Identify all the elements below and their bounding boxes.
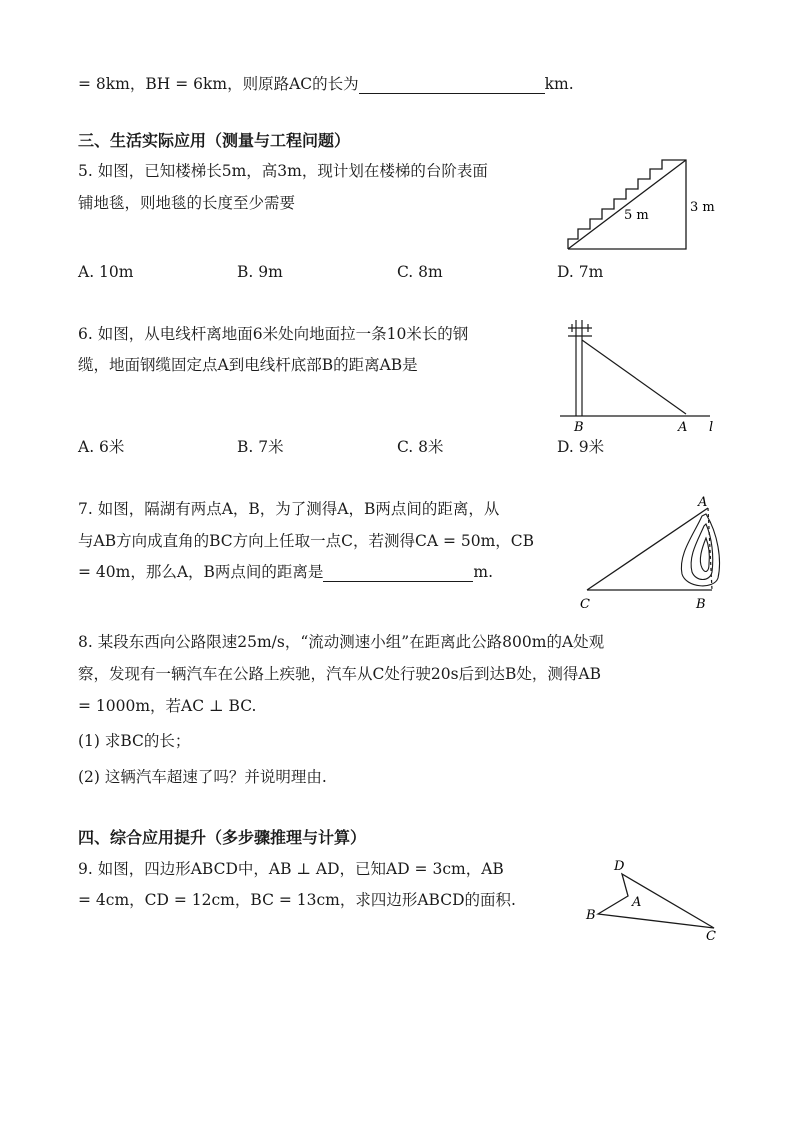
question-7-line-2: 与AB方向成直角的BC方向上任取一点C，若测得CA = 50m，CB <box>78 532 535 550</box>
question-6-line-1: 6. 如图，从电线杆离地面6米处向地面拉一条10米长的钢 <box>78 325 469 343</box>
question-5-line-2: 铺地毯，则地毯的长度至少需要 <box>78 194 296 212</box>
point-c-label: C <box>580 597 590 612</box>
answer-blank[interactable] <box>323 565 473 582</box>
stairs-figure <box>560 155 730 255</box>
point-a-label: A <box>678 420 688 435</box>
prev-question-text: = 8km，BH = 6km，则原路AC的长为 <box>78 75 359 93</box>
option-d[interactable]: D. 7m <box>557 263 604 281</box>
question-8-line-3: = 1000m，若AC ⊥ BC. <box>78 697 257 715</box>
question-8-line-2: 察，发现有一辆汽车在公路上疾驰，汽车从C处行驶20s后到达B处，测得AB <box>78 665 602 683</box>
option-b[interactable]: B. 9m <box>237 263 283 281</box>
section-title: 三、生活实际应用（测量与工程问题） <box>78 131 351 150</box>
answer-blank[interactable] <box>359 77 545 94</box>
quadrilateral-figure <box>584 854 724 946</box>
section-title: 四、综合应用提升（多步骤推理与计算） <box>78 828 367 847</box>
option-a[interactable]: A. 6米 <box>78 438 125 456</box>
question-8-sub-2: (2) 这辆汽车超速了吗？并说明理由. <box>78 768 327 786</box>
question-6-line-2: 缆，地面钢缆固定点A到电线杆底部B的距离AB是 <box>78 356 418 374</box>
unit-text: m. <box>473 563 494 581</box>
lake-contour-outer <box>681 514 719 586</box>
lake-contour-inner <box>700 538 709 571</box>
question-9-line-2: = 4cm，CD = 12cm，BC = 13cm，求四边形ABCD的面积. <box>78 891 516 909</box>
height-label: 3 m <box>690 200 715 215</box>
quadrilateral-abcd <box>598 874 714 928</box>
point-c-label: C <box>706 929 716 944</box>
point-b-label: B <box>696 597 706 612</box>
question-7-line-3-text: = 40m，那么A，B两点间的距离是 <box>78 563 324 581</box>
point-d-label: D <box>614 859 625 874</box>
lake-figure <box>578 494 728 614</box>
question-9-line-1: 9. 如图，四边形ABCD中，AB ⊥ AD，已知AD = 3cm，AB <box>78 860 504 878</box>
question-5-line-1: 5. 如图，已知楼梯长5m，高3m，现计划在楼梯的台阶表面 <box>78 162 488 180</box>
stairs-hypotenuse <box>568 160 686 249</box>
option-b[interactable]: B. 7米 <box>237 438 284 456</box>
question-8-line-1: 8. 某段东西向公路限速25m/s，“流动测速小组”在距离此公路800m的A处观 <box>78 633 605 651</box>
question-7-line-1: 7. 如图，隔湖有两点A，B，为了测得A，B两点间的距离，从 <box>78 500 500 518</box>
option-d[interactable]: D. 9米 <box>557 438 605 456</box>
question-8-sub-1: (1) 求BC的长； <box>78 732 191 750</box>
hyp-label: 5 m <box>624 208 649 223</box>
pole-figure <box>558 318 728 438</box>
segment-ca <box>587 508 708 590</box>
question-7-line-3 <box>78 562 493 582</box>
option-c[interactable]: C. 8米 <box>397 438 444 456</box>
cable-line <box>582 340 686 414</box>
unit-text: km. <box>544 75 574 93</box>
option-a[interactable]: A. 10m <box>78 263 134 281</box>
prev-question-line <box>78 74 574 94</box>
point-b-label: B <box>574 420 584 435</box>
option-c[interactable]: C. 8m <box>397 263 443 281</box>
line-l-label: l <box>709 420 714 435</box>
point-a-label: A <box>698 495 708 510</box>
point-b-label: B <box>586 908 596 923</box>
point-a-label: A <box>632 895 642 910</box>
